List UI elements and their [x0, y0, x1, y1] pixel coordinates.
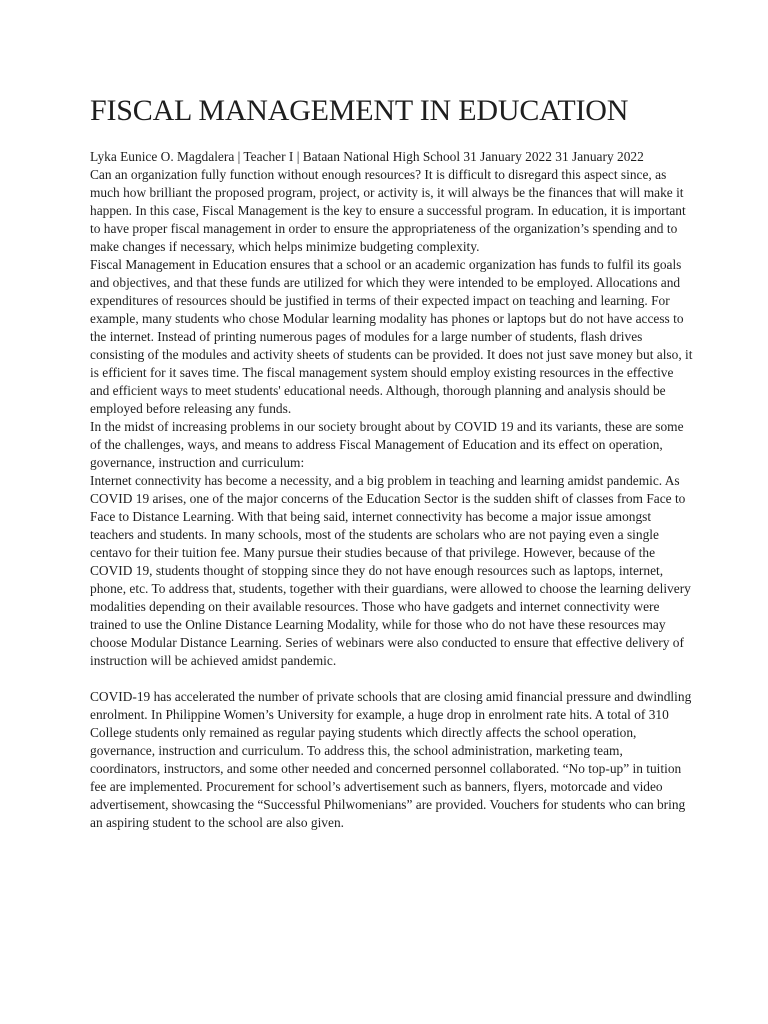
paragraph-private-schools: COVID-19 has accelerated the number of private schools that are closing amid financial pressure and dwindling enrolment. In Philippine Women’s University for example, a huge drop in enrolment rate hits. A total of 310 College students only remained as regular paying students which directly affects the school operation, governance, instruction and curriculum. To address this, the school administration, marketing team, coordinators, instructors, and some other needed and concerned personnel collaborated. “No top-up” in tuition fee are implemented. Procurement for school’s advertisement such as banners, flyers, motorcade and video advertisement, showcasing the “Successful Philwomenians” are provided. Vouchers for students who can bring an aspiring student to the school are also given.	[90, 689, 692, 830]
paragraph-intro: Can an organization fully function without enough resources? It is difficult to disregard this aspect since, as much how brilliant the proposed program, project, or activity is, it will always be the finances that will make it happen. In this case, Fiscal Management is the key to ensure a successful program. In education, it is important to have proper fiscal management in order to ensure the appropriateness of the organization’s spending and to make changes if necessary, which helps minimize budgeting complexity.	[90, 167, 686, 254]
paragraph-covid-challenges: In the midst of increasing problems in our society brought about by COVID 19 and its variants, these are some of the challenges, ways, and means to address Fiscal Management of Education and its effect on operation, governance, instruction and curriculum:	[90, 419, 684, 470]
author-byline: Lyka Eunice O. Magdalera | Teacher I | Bataan National High School 31 January 2022 31 January 2022	[90, 149, 644, 164]
paragraph-internet-connectivity: Internet connectivity has become a necessity, and a big problem in teaching and learning amidst pandemic. As COVID 19 arises, one of the major concerns of the Education Sector is the sudden shift of classes from Face to Face to Distance Learning. With that being said, internet connectivity has become a major issue amongst teachers and students. In many schools, most of the students are scholars who are not paying even a single centavo for their tuition fee. Many pursue their studies because of that privilege. However, because of the COVID 19, students thought of stopping since they do not have enough resources such as laptops, internet, phone, etc. To address that, students, together with their guardians, were allowed to choose the learning delivery modalities depending on their available resources. Those who have gadgets and internet connectivity were trained to use the Online Distance Learning Modality, while for those who do not have these resources may choose Modular Distance Learning. Series of webinars were also conducted to ensure that effective delivery of instruction will be achieved amidst pandemic.	[90, 473, 691, 668]
paragraph-fiscal-management: Fiscal Management in Education ensures that a school or an academic organization has funds to fulfil its goals and objectives, and that these funds are utilized for which they were intended to be employed. Allocations and expenditures of resources should be justified in terms of their expected impact on teaching and learning. For example, many students who chose Modular learning modality has phones or laptops but do not have access to the internet. Instead of printing numerous pages of modules for a large number of students, flash drives consisting of the modules and activity sheets of students can be provided. It does not just save money but also, it is efficient for it saves time. The fiscal management system should employ existing resources in the effective and efficient ways to meet students' educational needs. Although, thorough planning and analysis should be employed before releasing any funds.	[90, 257, 693, 416]
document-title: FISCAL MANAGEMENT IN EDUCATION	[90, 94, 629, 127]
